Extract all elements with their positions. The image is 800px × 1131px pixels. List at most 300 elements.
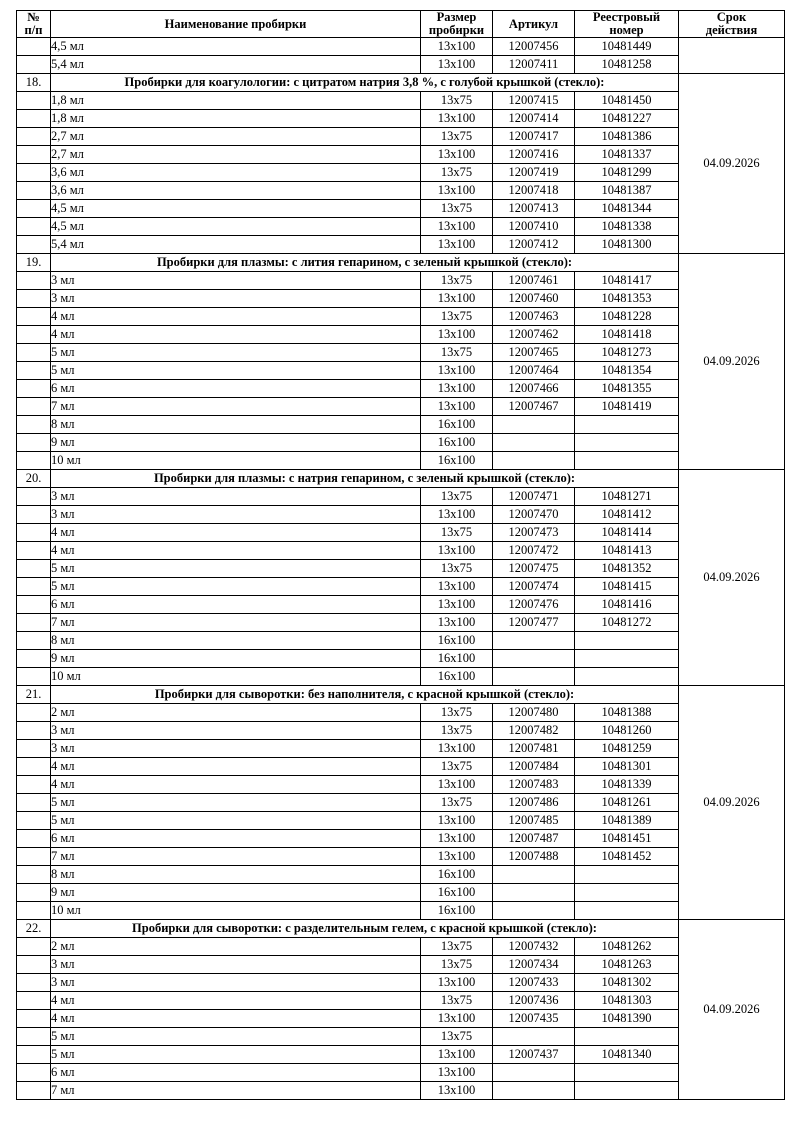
group-number-cell: 22.	[17, 920, 51, 938]
group-term-cell: 04.09.2026	[679, 686, 785, 920]
row-size-cell: 13х100	[421, 380, 493, 398]
row-size-cell: 13х100	[421, 974, 493, 992]
row-article-cell	[493, 434, 575, 452]
table-row	[17, 200, 785, 218]
table-row	[17, 974, 785, 992]
row-number-cell	[17, 524, 51, 542]
row-name-cell: 3 мл	[51, 290, 421, 308]
row-article-cell	[493, 1064, 575, 1082]
row-registry-cell	[575, 884, 679, 902]
row-name-cell: 2 мл	[51, 938, 421, 956]
row-name-cell: 5 мл	[51, 344, 421, 362]
row-size-cell: 13х75	[421, 164, 493, 182]
row-name-cell: 4 мл	[51, 758, 421, 776]
row-article-cell	[493, 884, 575, 902]
row-registry-cell: 10481419	[575, 398, 679, 416]
group-header-row	[17, 470, 785, 488]
row-article-cell: 12007488	[493, 848, 575, 866]
row-registry-cell: 10481263	[575, 956, 679, 974]
row-size-cell: 13х100	[421, 218, 493, 236]
row-registry-cell: 10481261	[575, 794, 679, 812]
row-registry-cell: 10481388	[575, 704, 679, 722]
row-size-cell: 13х100	[421, 1010, 493, 1028]
column-header-term	[679, 11, 785, 38]
row-registry-cell: 10481389	[575, 812, 679, 830]
column-header-size-line1: Размер	[436, 10, 477, 24]
row-size-cell: 13х100	[421, 740, 493, 758]
row-article-cell: 12007434	[493, 956, 575, 974]
row-size-cell: 13х75	[421, 344, 493, 362]
row-number-cell	[17, 362, 51, 380]
group-header-row	[17, 254, 785, 272]
row-name-cell: 2,7 мл	[51, 128, 421, 146]
row-number-cell	[17, 740, 51, 758]
row-name-cell: 1,8 мл	[51, 92, 421, 110]
row-size-cell: 13х100	[421, 542, 493, 560]
row-registry-cell: 10481449	[575, 38, 679, 56]
row-number-cell	[17, 614, 51, 632]
row-article-cell: 12007462	[493, 326, 575, 344]
table-body	[17, 38, 785, 1100]
row-article-cell: 12007410	[493, 218, 575, 236]
table-row	[17, 128, 785, 146]
table-row	[17, 1046, 785, 1064]
row-number-cell	[17, 1064, 51, 1082]
row-number-cell	[17, 110, 51, 128]
table-row	[17, 632, 785, 650]
row-registry-cell	[575, 866, 679, 884]
row-registry-cell	[575, 1028, 679, 1046]
table-row	[17, 272, 785, 290]
row-number-cell	[17, 1010, 51, 1028]
row-registry-cell: 10481417	[575, 272, 679, 290]
group-title-cell: Пробирки для сыворотки: без наполнителя, с красной крышкой (стекло):	[51, 686, 679, 704]
row-size-cell: 13х75	[421, 704, 493, 722]
table-row	[17, 614, 785, 632]
row-registry-cell: 10481413	[575, 542, 679, 560]
table-row	[17, 308, 785, 326]
row-article-cell: 12007484	[493, 758, 575, 776]
row-name-cell: 4 мл	[51, 1010, 421, 1028]
row-size-cell: 13х100	[421, 182, 493, 200]
row-registry-cell: 10481412	[575, 506, 679, 524]
group-header-row	[17, 686, 785, 704]
table-row	[17, 56, 785, 74]
group-term-cell: 04.09.2026	[679, 74, 785, 254]
row-name-cell: 3 мл	[51, 956, 421, 974]
row-name-cell: 5 мл	[51, 812, 421, 830]
row-article-cell: 12007435	[493, 1010, 575, 1028]
row-registry-cell: 10481386	[575, 128, 679, 146]
column-header-term-line1: Срок	[716, 10, 747, 24]
row-name-cell: 5,4 мл	[51, 56, 421, 74]
row-name-cell: 4 мл	[51, 992, 421, 1010]
row-registry-cell: 10481228	[575, 308, 679, 326]
table-row	[17, 704, 785, 722]
row-size-cell: 13х75	[421, 722, 493, 740]
row-size-cell: 13х100	[421, 614, 493, 632]
row-registry-cell: 10481354	[575, 362, 679, 380]
table-row	[17, 812, 785, 830]
row-name-cell: 3 мл	[51, 272, 421, 290]
row-name-cell: 6 мл	[51, 380, 421, 398]
row-size-cell: 13х75	[421, 524, 493, 542]
row-size-cell: 13х75	[421, 128, 493, 146]
row-name-cell: 5 мл	[51, 578, 421, 596]
row-article-cell: 12007471	[493, 488, 575, 506]
row-number-cell	[17, 902, 51, 920]
row-name-cell: 3 мл	[51, 488, 421, 506]
row-number-cell	[17, 650, 51, 668]
row-size-cell: 13х75	[421, 200, 493, 218]
row-size-cell: 13х100	[421, 596, 493, 614]
row-size-cell: 13х100	[421, 56, 493, 74]
row-article-cell: 12007464	[493, 362, 575, 380]
row-registry-cell: 10481272	[575, 614, 679, 632]
row-article-cell: 12007413	[493, 200, 575, 218]
table-row	[17, 236, 785, 254]
row-article-cell	[493, 866, 575, 884]
row-article-cell: 12007476	[493, 596, 575, 614]
row-name-cell: 2 мл	[51, 704, 421, 722]
row-name-cell: 5 мл	[51, 794, 421, 812]
row-size-cell: 13х100	[421, 146, 493, 164]
row-registry-cell	[575, 650, 679, 668]
row-name-cell: 4 мл	[51, 308, 421, 326]
row-article-cell: 12007463	[493, 308, 575, 326]
row-article-cell: 12007465	[493, 344, 575, 362]
row-registry-cell: 10481418	[575, 326, 679, 344]
row-number-cell	[17, 290, 51, 308]
row-article-cell: 12007419	[493, 164, 575, 182]
column-header-term-line2: действия	[705, 23, 758, 38]
row-number-cell	[17, 506, 51, 524]
table-row	[17, 830, 785, 848]
row-name-cell: 7 мл	[51, 398, 421, 416]
table-row	[17, 992, 785, 1010]
row-article-cell: 12007456	[493, 38, 575, 56]
row-size-cell: 13х100	[421, 326, 493, 344]
group-header-row	[17, 920, 785, 938]
table-row	[17, 1028, 785, 1046]
row-registry-cell: 10481450	[575, 92, 679, 110]
row-registry-cell: 10481415	[575, 578, 679, 596]
row-registry-cell: 10481352	[575, 560, 679, 578]
row-name-cell: 6 мл	[51, 1064, 421, 1082]
row-name-cell: 3,6 мл	[51, 182, 421, 200]
row-number-cell	[17, 326, 51, 344]
table-row	[17, 398, 785, 416]
row-name-cell: 2,7 мл	[51, 146, 421, 164]
row-name-cell: 3 мл	[51, 740, 421, 758]
row-article-cell: 12007487	[493, 830, 575, 848]
row-number-cell	[17, 578, 51, 596]
row-name-cell: 3 мл	[51, 722, 421, 740]
row-size-cell: 16х100	[421, 416, 493, 434]
row-size-cell: 13х100	[421, 236, 493, 254]
row-number-cell	[17, 380, 51, 398]
row-size-cell: 13х75	[421, 308, 493, 326]
group-title-cell: Пробирки для сыворотки: с разделительным гелем, с красной крышкой (стекло):	[51, 920, 679, 938]
row-number-cell	[17, 830, 51, 848]
row-registry-cell: 10481259	[575, 740, 679, 758]
row-name-cell: 10 мл	[51, 668, 421, 686]
row-registry-cell: 10481414	[575, 524, 679, 542]
row-size-cell: 16х100	[421, 866, 493, 884]
row-size-cell: 13х75	[421, 794, 493, 812]
row-name-cell: 4 мл	[51, 524, 421, 542]
row-registry-cell: 10481344	[575, 200, 679, 218]
row-size-cell: 13х100	[421, 776, 493, 794]
row-size-cell: 13х100	[421, 1082, 493, 1100]
row-size-cell: 16х100	[421, 650, 493, 668]
row-name-cell: 5 мл	[51, 1046, 421, 1064]
group-title-cell: Пробирки для коагулологии: с цитратом натрия 3,8 %, с голубой крышкой (стекло):	[51, 74, 679, 92]
row-article-cell: 12007467	[493, 398, 575, 416]
column-header-registry-line1: Реестровый	[592, 10, 661, 24]
row-article-cell: 12007475	[493, 560, 575, 578]
table-row	[17, 1010, 785, 1028]
group-number-cell: 20.	[17, 470, 51, 488]
row-number-cell	[17, 560, 51, 578]
row-number-cell	[17, 1028, 51, 1046]
row-number-cell	[17, 704, 51, 722]
row-name-cell: 5 мл	[51, 560, 421, 578]
column-header-number	[17, 11, 51, 38]
table-row	[17, 938, 785, 956]
row-number-cell	[17, 812, 51, 830]
table-row	[17, 722, 785, 740]
row-article-cell	[493, 650, 575, 668]
row-size-cell: 13х100	[421, 830, 493, 848]
row-size-cell: 16х100	[421, 902, 493, 920]
row-size-cell: 16х100	[421, 884, 493, 902]
row-number-cell	[17, 758, 51, 776]
group-header-row	[17, 74, 785, 92]
table-row	[17, 218, 785, 236]
row-number-cell	[17, 668, 51, 686]
row-number-cell	[17, 848, 51, 866]
row-name-cell: 1,8 мл	[51, 110, 421, 128]
tubes-table	[16, 10, 785, 1100]
row-number-cell	[17, 1046, 51, 1064]
row-number-cell	[17, 146, 51, 164]
row-number-cell	[17, 200, 51, 218]
row-article-cell: 12007480	[493, 704, 575, 722]
row-article-cell: 12007473	[493, 524, 575, 542]
row-size-cell: 13х75	[421, 938, 493, 956]
row-article-cell: 12007418	[493, 182, 575, 200]
row-article-cell	[493, 416, 575, 434]
row-size-cell: 16х100	[421, 632, 493, 650]
row-registry-cell: 10481451	[575, 830, 679, 848]
row-number-cell	[17, 452, 51, 470]
group-title-cell: Пробирки для плазмы: с натрия гепарином, с зеленый крышкой (стекло):	[51, 470, 679, 488]
row-number-cell	[17, 596, 51, 614]
row-number-cell	[17, 236, 51, 254]
row-number-cell	[17, 398, 51, 416]
row-name-cell: 4 мл	[51, 542, 421, 560]
row-registry-cell: 10481299	[575, 164, 679, 182]
row-registry-cell: 10481273	[575, 344, 679, 362]
row-registry-cell	[575, 416, 679, 434]
group-term-cell: 04.09.2026	[679, 920, 785, 1100]
row-registry-cell: 10481302	[575, 974, 679, 992]
column-header-registry-line2: номер	[609, 23, 644, 38]
row-number-cell	[17, 722, 51, 740]
row-name-cell: 8 мл	[51, 416, 421, 434]
table-row	[17, 146, 785, 164]
column-header-registry	[575, 11, 679, 38]
row-size-cell: 13х100	[421, 362, 493, 380]
row-name-cell: 10 мл	[51, 902, 421, 920]
row-number-cell	[17, 974, 51, 992]
row-registry-cell	[575, 632, 679, 650]
row-registry-cell: 10481262	[575, 938, 679, 956]
table-row	[17, 434, 785, 452]
row-name-cell: 3 мл	[51, 506, 421, 524]
row-number-cell	[17, 938, 51, 956]
row-size-cell: 13х100	[421, 812, 493, 830]
row-number-cell	[17, 794, 51, 812]
column-header-size-line2: пробирки	[428, 23, 485, 38]
table-row	[17, 596, 785, 614]
row-registry-cell: 10481300	[575, 236, 679, 254]
row-article-cell	[493, 452, 575, 470]
table-row	[17, 776, 785, 794]
table-row	[17, 848, 785, 866]
table-row	[17, 290, 785, 308]
row-name-cell: 4,5 мл	[51, 200, 421, 218]
group-number-cell: 21.	[17, 686, 51, 704]
table-row	[17, 956, 785, 974]
row-name-cell: 5 мл	[51, 362, 421, 380]
row-name-cell: 5,4 мл	[51, 236, 421, 254]
row-article-cell: 12007412	[493, 236, 575, 254]
row-size-cell: 13х100	[421, 38, 493, 56]
row-article-cell: 12007436	[493, 992, 575, 1010]
row-article-cell: 12007470	[493, 506, 575, 524]
row-name-cell: 9 мл	[51, 650, 421, 668]
row-size-cell: 13х100	[421, 110, 493, 128]
row-article-cell: 12007416	[493, 146, 575, 164]
row-registry-cell: 10481387	[575, 182, 679, 200]
row-registry-cell: 10481260	[575, 722, 679, 740]
table-row	[17, 488, 785, 506]
row-registry-cell: 10481258	[575, 56, 679, 74]
table-row	[17, 110, 785, 128]
row-number-cell	[17, 38, 51, 56]
row-name-cell: 7 мл	[51, 1082, 421, 1100]
group-title-cell: Пробирки для плазмы: с лития гепарином, с зеленый крышкой (стекло):	[51, 254, 679, 272]
row-number-cell	[17, 488, 51, 506]
row-size-cell: 13х100	[421, 848, 493, 866]
row-number-cell	[17, 776, 51, 794]
row-number-cell	[17, 992, 51, 1010]
group-term-cell: 04.09.2026	[679, 254, 785, 470]
table-row	[17, 362, 785, 380]
table-row	[17, 542, 785, 560]
row-name-cell: 9 мл	[51, 884, 421, 902]
row-article-cell: 12007472	[493, 542, 575, 560]
row-size-cell: 13х100	[421, 398, 493, 416]
table-row	[17, 92, 785, 110]
row-article-cell	[493, 668, 575, 686]
table-row	[17, 668, 785, 686]
row-number-cell	[17, 416, 51, 434]
row-article-cell	[493, 632, 575, 650]
row-registry-cell: 10481339	[575, 776, 679, 794]
row-number-cell	[17, 272, 51, 290]
row-registry-cell: 10481355	[575, 380, 679, 398]
row-name-cell: 3,6 мл	[51, 164, 421, 182]
row-term-cell	[679, 38, 785, 74]
group-number-cell: 18.	[17, 74, 51, 92]
row-size-cell: 16х100	[421, 434, 493, 452]
table-row	[17, 164, 785, 182]
row-registry-cell	[575, 902, 679, 920]
row-article-cell: 12007474	[493, 578, 575, 596]
table-row	[17, 1064, 785, 1082]
table-row	[17, 452, 785, 470]
row-name-cell: 4,5 мл	[51, 218, 421, 236]
row-registry-cell	[575, 1082, 679, 1100]
row-registry-cell: 10481227	[575, 110, 679, 128]
row-registry-cell: 10481337	[575, 146, 679, 164]
table-row	[17, 380, 785, 398]
row-size-cell: 16х100	[421, 452, 493, 470]
row-size-cell: 13х75	[421, 560, 493, 578]
row-number-cell	[17, 92, 51, 110]
row-name-cell: 4,5 мл	[51, 38, 421, 56]
row-name-cell: 5 мл	[51, 1028, 421, 1046]
row-size-cell: 13х100	[421, 1046, 493, 1064]
row-name-cell: 7 мл	[51, 848, 421, 866]
column-header-number-line1: №	[27, 10, 40, 24]
row-size-cell: 13х75	[421, 992, 493, 1010]
column-header-name: Наименование пробирки	[51, 11, 421, 38]
table-row	[17, 344, 785, 362]
row-size-cell: 13х100	[421, 578, 493, 596]
row-name-cell: 3 мл	[51, 974, 421, 992]
column-header-number-line2: п/п	[24, 23, 43, 38]
row-size-cell: 13х100	[421, 506, 493, 524]
row-article-cell	[493, 902, 575, 920]
table-row	[17, 182, 785, 200]
table-header	[17, 11, 785, 38]
row-number-cell	[17, 164, 51, 182]
row-number-cell	[17, 128, 51, 146]
row-article-cell: 12007482	[493, 722, 575, 740]
row-name-cell: 10 мл	[51, 452, 421, 470]
table-row	[17, 884, 785, 902]
row-registry-cell: 10481271	[575, 488, 679, 506]
row-registry-cell: 10481452	[575, 848, 679, 866]
row-article-cell: 12007411	[493, 56, 575, 74]
row-article-cell: 12007460	[493, 290, 575, 308]
row-name-cell: 8 мл	[51, 632, 421, 650]
row-size-cell: 13х75	[421, 758, 493, 776]
row-article-cell: 12007486	[493, 794, 575, 812]
row-article-cell	[493, 1082, 575, 1100]
row-size-cell: 13х75	[421, 1028, 493, 1046]
row-size-cell: 13х75	[421, 488, 493, 506]
table-row	[17, 578, 785, 596]
row-registry-cell: 10481303	[575, 992, 679, 1010]
table-row	[17, 866, 785, 884]
row-registry-cell	[575, 668, 679, 686]
row-article-cell: 12007414	[493, 110, 575, 128]
